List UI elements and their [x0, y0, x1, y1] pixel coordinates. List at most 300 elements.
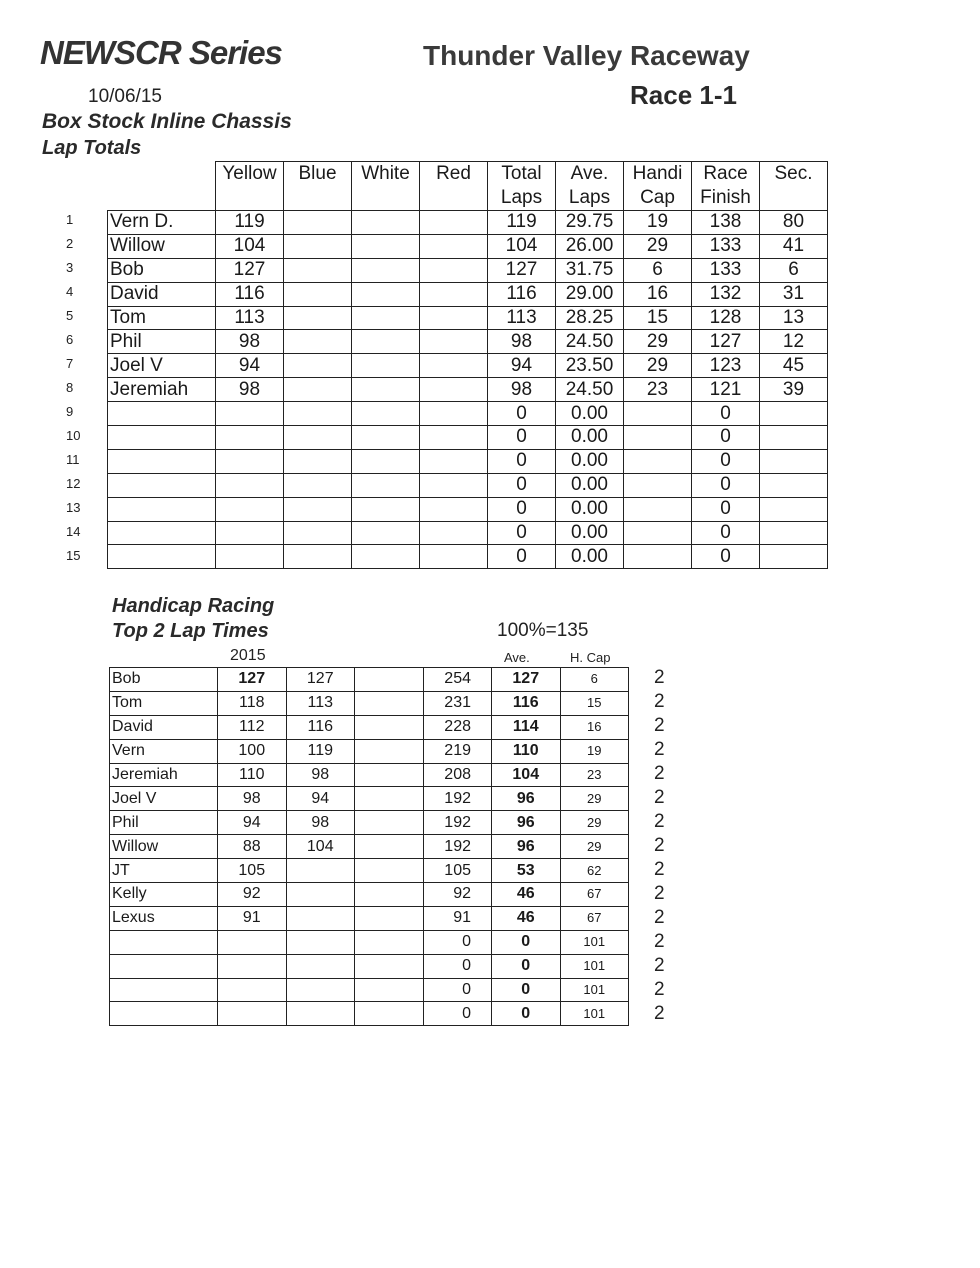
cell-finish: 132 — [692, 282, 760, 306]
cell-hcap: 67 — [560, 883, 629, 907]
cell-ave: 0 — [492, 930, 561, 954]
cell-hcap: 29 — [560, 787, 629, 811]
year-label: 2015 — [230, 647, 266, 664]
column-header-line2: Laps — [500, 187, 543, 208]
cell-name — [110, 930, 218, 954]
cell-blue — [284, 354, 352, 378]
cell-red — [420, 402, 488, 426]
cell-name — [108, 402, 216, 426]
cell-sec — [760, 449, 828, 473]
cell-ave: 0.00 — [556, 497, 624, 521]
cell-red — [420, 378, 488, 402]
cell-ave: 24.50 — [556, 330, 624, 354]
cell-lap1 — [218, 930, 287, 954]
cell-yellow: 98 — [216, 378, 284, 402]
table-row — [108, 426, 828, 450]
cell-total: 192 — [423, 787, 492, 811]
cell-ave: 0 — [492, 954, 561, 978]
table-row — [108, 545, 828, 569]
cell-handicap — [624, 449, 692, 473]
lap-count: 2 — [654, 1003, 665, 1024]
lap-count: 2 — [654, 835, 665, 856]
cell-hcap: 29 — [560, 835, 629, 859]
cell-ave: 24.50 — [556, 378, 624, 402]
cell-yellow — [216, 545, 284, 569]
column-header — [352, 162, 420, 211]
cell-name — [110, 954, 218, 978]
cell-blue — [284, 330, 352, 354]
cell-blank — [355, 1002, 424, 1026]
cell-name: Tom — [110, 691, 218, 715]
cell-sec: 6 — [760, 258, 828, 282]
cell-finish: 0 — [692, 402, 760, 426]
cell-yellow: 104 — [216, 234, 284, 258]
column-header-line1: Sec. — [774, 163, 813, 184]
cell-name: Willow — [108, 234, 216, 258]
cell-white — [352, 306, 420, 330]
cell-blank — [355, 668, 424, 692]
cell-ave: 0 — [492, 1002, 561, 1026]
cell-total: 127 — [488, 258, 556, 282]
cell-total: 98 — [488, 378, 556, 402]
cell-ave: 0.00 — [556, 545, 624, 569]
cell-lap1 — [218, 1002, 287, 1026]
cell-ave: 23.50 — [556, 354, 624, 378]
cell-name: Phil — [110, 811, 218, 835]
cell-lap2 — [286, 859, 355, 883]
cell-handicap: 15 — [624, 306, 692, 330]
lap-count: 2 — [654, 859, 665, 880]
table-row — [108, 378, 828, 402]
cell-handicap: 16 — [624, 282, 692, 306]
cell-sec — [760, 473, 828, 497]
cell-red — [420, 521, 488, 545]
cell-name: Jeremiah — [110, 763, 218, 787]
row-number: 13 — [66, 500, 81, 515]
cell-finish: 0 — [692, 545, 760, 569]
cell-name: Joel V — [108, 354, 216, 378]
cell-blank — [355, 835, 424, 859]
cell-total: 192 — [423, 811, 492, 835]
cell-lap2: 113 — [286, 691, 355, 715]
cell-total: 119 — [488, 211, 556, 235]
cell-blue — [284, 282, 352, 306]
cell-yellow — [216, 402, 284, 426]
cell-red — [420, 497, 488, 521]
cell-yellow: 127 — [216, 258, 284, 282]
cell-hcap: 19 — [560, 739, 629, 763]
cell-sec: 31 — [760, 282, 828, 306]
cell-hcap: 101 — [560, 978, 629, 1002]
cell-ave: 0.00 — [556, 449, 624, 473]
table-row — [108, 497, 828, 521]
cell-lap1: 98 — [218, 787, 287, 811]
cell-white — [352, 497, 420, 521]
cell-total: 0 — [488, 497, 556, 521]
cell-red — [420, 306, 488, 330]
ave-label: Ave. — [504, 650, 530, 665]
cell-name: Vern — [110, 739, 218, 763]
cell-handicap: 23 — [624, 378, 692, 402]
cell-total: 208 — [423, 763, 492, 787]
cell-lap2: 104 — [286, 835, 355, 859]
cell-lap2: 119 — [286, 739, 355, 763]
cell-ave: 29.00 — [556, 282, 624, 306]
column-header — [556, 162, 624, 211]
cell-ave: 53 — [492, 859, 561, 883]
cell-lap2 — [286, 930, 355, 954]
cell-white — [352, 211, 420, 235]
cell-ave: 31.75 — [556, 258, 624, 282]
cell-white — [352, 354, 420, 378]
cell-red — [420, 354, 488, 378]
cell-name — [110, 1002, 218, 1026]
column-header — [284, 162, 352, 211]
cell-lap2: 94 — [286, 787, 355, 811]
cell-white — [352, 473, 420, 497]
cell-ave: 0 — [492, 978, 561, 1002]
row-number: 1 — [66, 212, 74, 227]
cell-hcap: 62 — [560, 859, 629, 883]
cell-total: 0 — [423, 930, 492, 954]
cell-name — [108, 545, 216, 569]
cell-lap1: 112 — [218, 715, 287, 739]
column-header-line2: Cap — [640, 187, 675, 208]
cell-lap1: 88 — [218, 835, 287, 859]
cell-yellow: 94 — [216, 354, 284, 378]
table-row — [110, 715, 698, 739]
cell-total: 104 — [488, 234, 556, 258]
cell-lap2: 127 — [286, 668, 355, 692]
cell-hcap: 101 — [560, 930, 629, 954]
cell-lap1: 94 — [218, 811, 287, 835]
cell-white — [352, 330, 420, 354]
cell-blue — [284, 258, 352, 282]
cell-white — [352, 449, 420, 473]
cell-ave: 26.00 — [556, 234, 624, 258]
cell-finish: 0 — [692, 426, 760, 450]
cell-red — [420, 449, 488, 473]
cell-blank — [355, 763, 424, 787]
header-blank-cell — [108, 162, 216, 211]
cell-white — [352, 545, 420, 569]
cell-sec: 45 — [760, 354, 828, 378]
cell-ave: 0.00 — [556, 402, 624, 426]
table-row — [108, 282, 828, 306]
handicap-formula: 100%=135 — [497, 620, 589, 641]
cell-lap1: 118 — [218, 691, 287, 715]
cell-total: 0 — [488, 449, 556, 473]
cell-sec — [760, 521, 828, 545]
table-row — [110, 668, 698, 692]
row-number: 9 — [66, 404, 74, 419]
cell-blank — [355, 906, 424, 930]
lap-count: 2 — [654, 955, 665, 976]
row-number: 14 — [66, 524, 81, 539]
cell-total: 0 — [488, 545, 556, 569]
cell-ave: 110 — [492, 739, 561, 763]
cell-yellow: 119 — [216, 211, 284, 235]
cell-white — [352, 378, 420, 402]
cell-white — [352, 282, 420, 306]
cell-finish: 127 — [692, 330, 760, 354]
cell-total: 91 — [423, 906, 492, 930]
cell-blue — [284, 234, 352, 258]
cell-ave: 96 — [492, 787, 561, 811]
cell-hcap: 23 — [560, 763, 629, 787]
cell-ave: 0.00 — [556, 473, 624, 497]
cell-blank — [355, 978, 424, 1002]
cell-blue — [284, 473, 352, 497]
row-number: 2 — [66, 236, 74, 251]
lap-count: 2 — [654, 979, 665, 1000]
cell-white — [352, 258, 420, 282]
lap-count: 2 — [654, 907, 665, 928]
cell-yellow — [216, 426, 284, 450]
track-name: Thunder Valley Raceway — [423, 40, 750, 71]
class-name: Box Stock Inline Chassis — [42, 110, 292, 133]
cell-total: 0 — [423, 954, 492, 978]
cell-handicap: 29 — [624, 354, 692, 378]
lap-count: 2 — [654, 739, 665, 760]
row-number: 7 — [66, 356, 74, 371]
column-header-line1: Handi — [632, 163, 683, 184]
cell-ave: 0.00 — [556, 426, 624, 450]
section-title: Lap Totals — [42, 137, 142, 159]
cell-total: 92 — [423, 883, 492, 907]
cell-blue — [284, 521, 352, 545]
cell-lap2 — [286, 883, 355, 907]
cell-blue — [284, 306, 352, 330]
column-header — [420, 162, 488, 211]
row-number: 3 — [66, 260, 74, 275]
cell-red — [420, 258, 488, 282]
cell-finish: 128 — [692, 306, 760, 330]
hcap-label: H. Cap — [570, 650, 611, 665]
cell-sec — [760, 426, 828, 450]
cell-name — [108, 497, 216, 521]
table-row — [110, 883, 698, 907]
row-number: 4 — [66, 284, 74, 299]
cell-yellow: 116 — [216, 282, 284, 306]
cell-ave: 46 — [492, 883, 561, 907]
lap-count: 2 — [654, 763, 665, 784]
column-header-line2: Finish — [700, 187, 751, 208]
row-number: 6 — [66, 332, 74, 347]
column-header-line1: Total — [501, 163, 542, 184]
series-title: NEWSCR Series — [40, 34, 282, 71]
cell-blue — [284, 211, 352, 235]
cell-total: 231 — [423, 691, 492, 715]
cell-lap1: 92 — [218, 883, 287, 907]
cell-finish: 133 — [692, 258, 760, 282]
race-date: 10/06/15 — [88, 86, 162, 107]
cell-lap1 — [218, 978, 287, 1002]
column-header-line1: White — [361, 163, 410, 184]
cell-white — [352, 426, 420, 450]
cell-yellow: 98 — [216, 330, 284, 354]
cell-total: 0 — [488, 426, 556, 450]
cell-handicap — [624, 426, 692, 450]
cell-total: 0 — [423, 978, 492, 1002]
cell-sec: 13 — [760, 306, 828, 330]
lap-count: 2 — [654, 691, 665, 712]
cell-total: 113 — [488, 306, 556, 330]
cell-hcap: 67 — [560, 906, 629, 930]
cell-lap1: 105 — [218, 859, 287, 883]
table-row — [108, 521, 828, 545]
cell-lap2 — [286, 906, 355, 930]
handicap-table — [109, 667, 698, 1026]
cell-total: 0 — [488, 521, 556, 545]
cell-hcap: 101 — [560, 1002, 629, 1026]
cell-red — [420, 330, 488, 354]
cell-lap1: 91 — [218, 906, 287, 930]
table-row — [108, 234, 828, 258]
row-number: 5 — [66, 308, 74, 323]
cell-lap1: 110 — [218, 763, 287, 787]
cell-ave: 114 — [492, 715, 561, 739]
cell-name — [108, 521, 216, 545]
cell-blue — [284, 378, 352, 402]
cell-sec: 12 — [760, 330, 828, 354]
cell-red — [420, 234, 488, 258]
cell-name: Vern D. — [108, 211, 216, 235]
cell-blank — [355, 883, 424, 907]
table-row — [108, 211, 828, 235]
column-header-line2: Laps — [568, 187, 611, 208]
cell-total: 116 — [488, 282, 556, 306]
table-row — [108, 473, 828, 497]
cell-handicap — [624, 521, 692, 545]
cell-name — [108, 473, 216, 497]
cell-name: Kelly — [110, 883, 218, 907]
cell-blank — [355, 715, 424, 739]
column-header-line1: Yellow — [222, 163, 277, 184]
table-row — [108, 402, 828, 426]
cell-handicap — [624, 497, 692, 521]
cell-name — [108, 426, 216, 450]
cell-lap2: 98 — [286, 763, 355, 787]
cell-hcap: 29 — [560, 811, 629, 835]
cell-handicap — [624, 473, 692, 497]
cell-name: Bob — [110, 668, 218, 692]
row-number: 10 — [66, 428, 81, 443]
cell-finish: 138 — [692, 211, 760, 235]
cell-name — [108, 449, 216, 473]
table-row — [110, 906, 698, 930]
cell-ave: 127 — [492, 668, 561, 692]
table-row — [110, 787, 698, 811]
cell-red — [420, 545, 488, 569]
cell-finish: 0 — [692, 497, 760, 521]
cell-blue — [284, 402, 352, 426]
column-header — [624, 162, 692, 211]
table-row — [110, 811, 698, 835]
cell-blue — [284, 497, 352, 521]
table-row — [108, 330, 828, 354]
cell-ave: 116 — [492, 691, 561, 715]
lap-count: 2 — [654, 715, 665, 736]
column-header — [216, 162, 284, 211]
cell-ave: 104 — [492, 763, 561, 787]
cell-finish: 0 — [692, 449, 760, 473]
cell-name: Phil — [108, 330, 216, 354]
table-row — [108, 449, 828, 473]
cell-red — [420, 473, 488, 497]
cell-name: Willow — [110, 835, 218, 859]
cell-yellow — [216, 473, 284, 497]
race-number: Race 1-1 — [630, 80, 737, 110]
cell-blank — [355, 811, 424, 835]
cell-total: 94 — [488, 354, 556, 378]
lap-count: 2 — [654, 811, 665, 832]
cell-finish: 0 — [692, 521, 760, 545]
cell-ave: 28.25 — [556, 306, 624, 330]
cell-name: JT — [110, 859, 218, 883]
cell-name: Joel V — [110, 787, 218, 811]
cell-finish: 123 — [692, 354, 760, 378]
table-row — [110, 1002, 698, 1026]
cell-yellow — [216, 497, 284, 521]
cell-sec — [760, 545, 828, 569]
table-row — [108, 258, 828, 282]
row-number: 8 — [66, 380, 74, 395]
cell-total: 98 — [488, 330, 556, 354]
cell-ave: 29.75 — [556, 211, 624, 235]
cell-lap1: 100 — [218, 739, 287, 763]
cell-handicap: 29 — [624, 234, 692, 258]
cell-lap2 — [286, 978, 355, 1002]
cell-lap2: 116 — [286, 715, 355, 739]
cell-finish: 121 — [692, 378, 760, 402]
cell-ave: 96 — [492, 811, 561, 835]
cell-total: 105 — [423, 859, 492, 883]
cell-handicap — [624, 545, 692, 569]
cell-blank — [355, 787, 424, 811]
column-header-line1: Blue — [298, 163, 337, 184]
cell-ave: 46 — [492, 906, 561, 930]
cell-white — [352, 521, 420, 545]
row-number: 15 — [66, 548, 81, 563]
cell-name: David — [108, 282, 216, 306]
cell-red — [420, 211, 488, 235]
cell-handicap: 6 — [624, 258, 692, 282]
cell-yellow — [216, 449, 284, 473]
cell-name: David — [110, 715, 218, 739]
cell-sec: 80 — [760, 211, 828, 235]
cell-red — [420, 282, 488, 306]
cell-lap2: 98 — [286, 811, 355, 835]
cell-finish: 0 — [692, 473, 760, 497]
cell-handicap — [624, 402, 692, 426]
cell-lap2 — [286, 1002, 355, 1026]
cell-hcap: 6 — [560, 668, 629, 692]
cell-total: 0 — [488, 402, 556, 426]
lap-count: 2 — [654, 883, 665, 904]
cell-blank — [355, 954, 424, 978]
cell-ave: 0.00 — [556, 521, 624, 545]
cell-sec — [760, 497, 828, 521]
column-header-line1: Race — [703, 163, 748, 184]
column-header — [488, 162, 556, 211]
table-row — [110, 978, 698, 1002]
cell-total: 192 — [423, 835, 492, 859]
cell-lap1 — [218, 954, 287, 978]
cell-hcap: 101 — [560, 954, 629, 978]
cell-finish: 133 — [692, 234, 760, 258]
cell-blank — [355, 739, 424, 763]
